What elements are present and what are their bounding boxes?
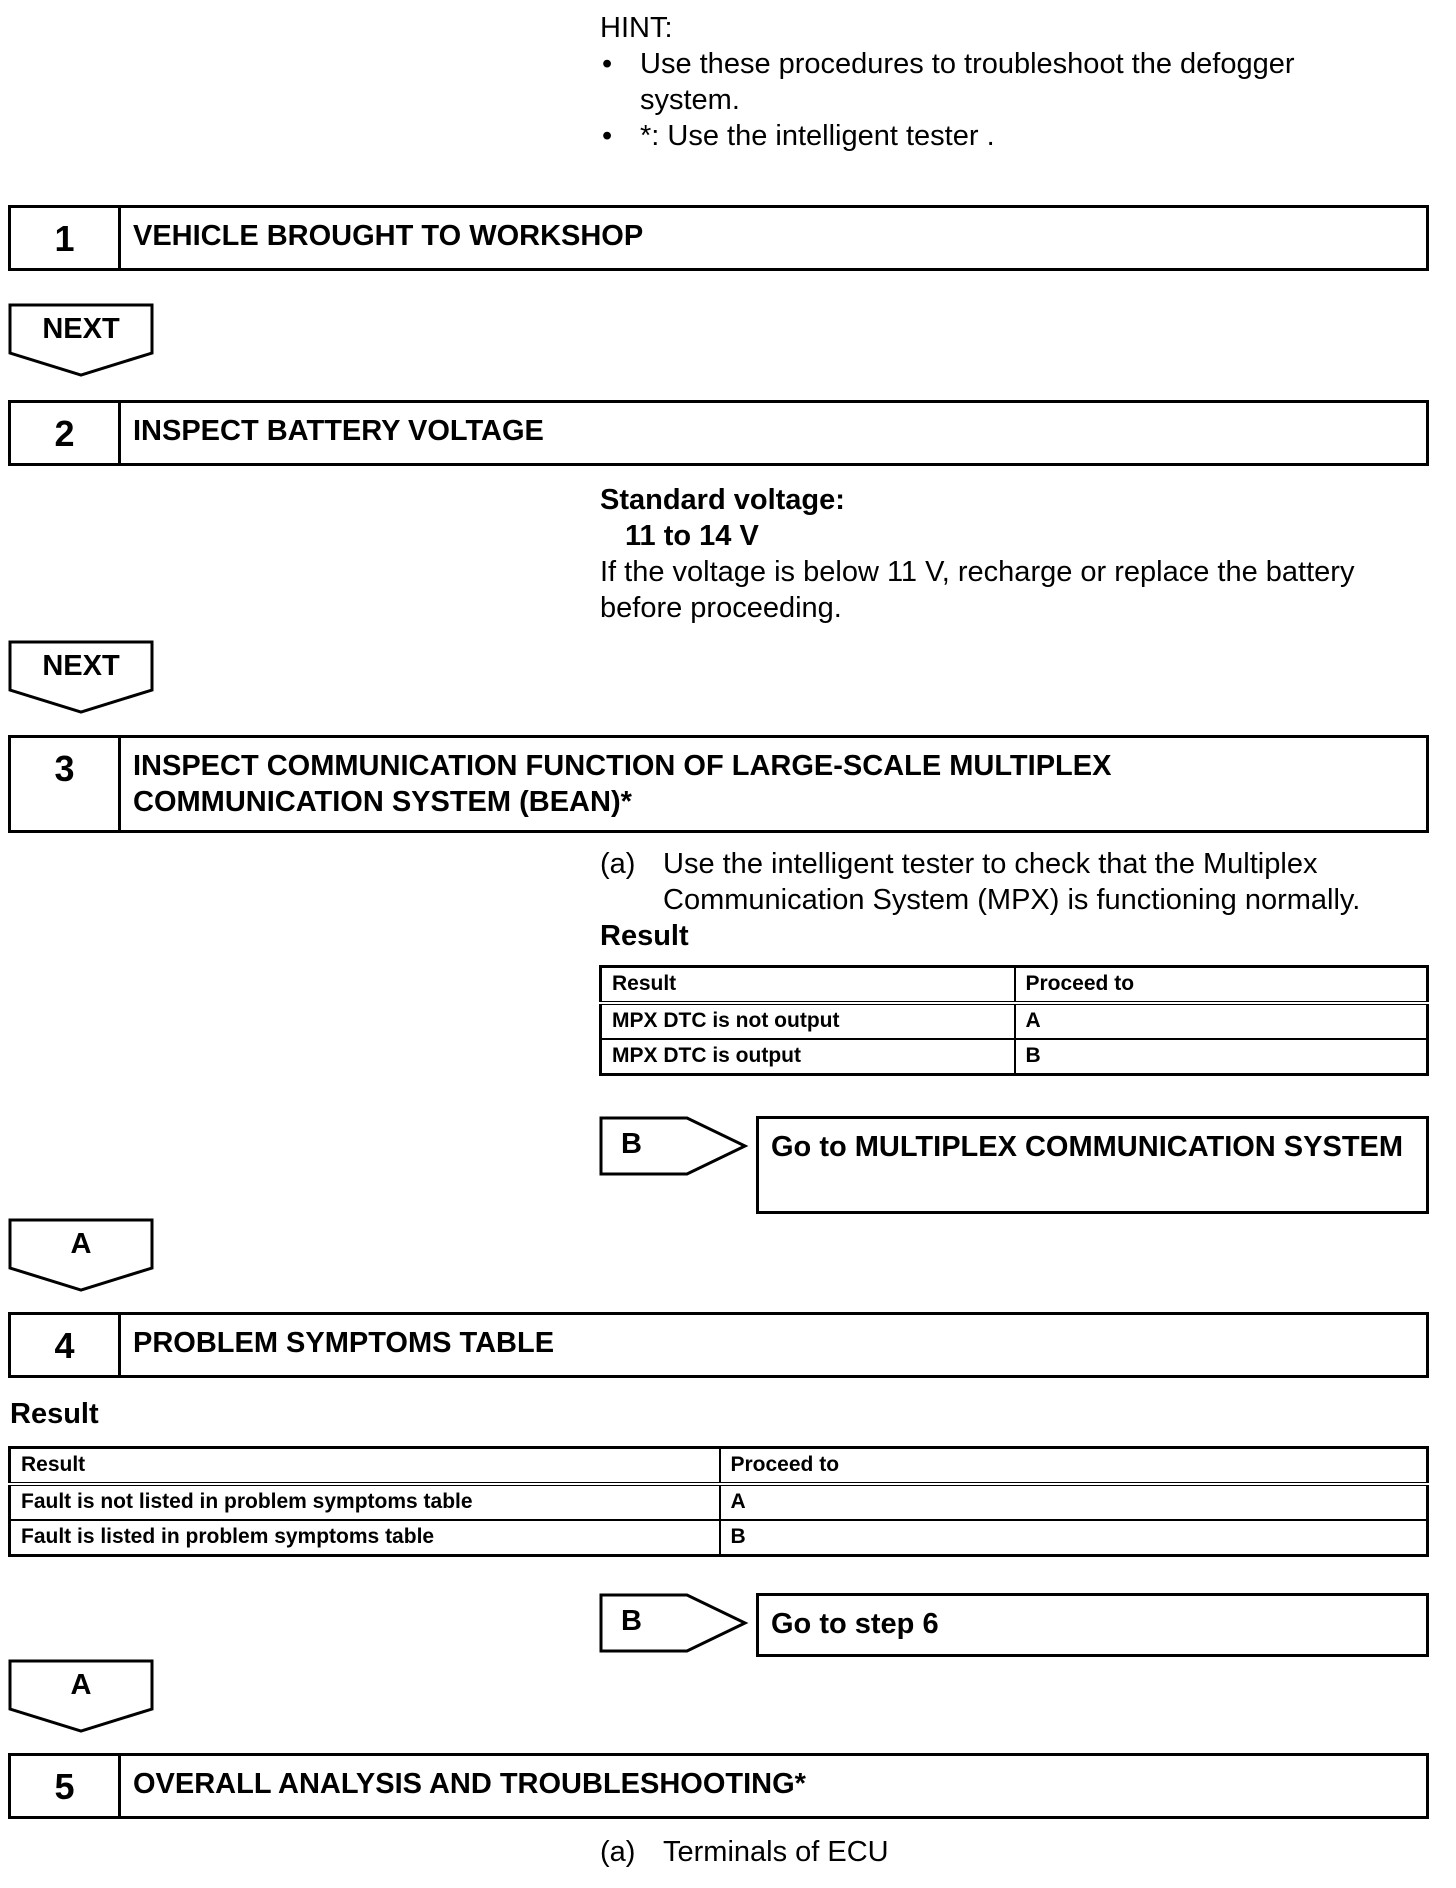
step-title: INSPECT BATTERY VOLTAGE (133, 415, 544, 447)
table-cell: Fault is not listed in problem symptoms table (10, 1484, 720, 1520)
table-row (601, 1003, 1428, 1039)
hint-item: • Use these procedures to troubleshoot the defogger system. (600, 46, 1380, 118)
a-arrow-4 (8, 1659, 154, 1735)
table-row (601, 1039, 1428, 1075)
table-row (10, 1520, 1428, 1556)
step-3-header (8, 735, 1429, 833)
next-label: NEXT (42, 313, 120, 345)
table-cell: Fault is listed in problem symptoms table (10, 1520, 720, 1556)
step-2-header (8, 400, 1429, 466)
next-arrow-2 (8, 640, 154, 716)
table-cell: A (720, 1484, 1428, 1520)
standard-voltage-label: Standard voltage: (600, 484, 845, 516)
step-number: 4 (11, 1315, 121, 1375)
step-1-header (8, 205, 1429, 271)
branch-target: Go to MULTIPLEX COMMUNICATION SYSTEM (756, 1116, 1429, 1214)
step-title: INSPECT COMMUNICATION FUNCTION OF LARGE-SCALE MULTIPLEX COMMUNICATION SYSTEM (BEAN)* (133, 750, 1112, 818)
table-cell: MPX DTC is not output (601, 1003, 1015, 1039)
table-cell: MPX DTC is output (601, 1039, 1015, 1075)
step-4-branch-b (599, 1593, 1429, 1657)
next-arrow-1 (8, 303, 154, 379)
branch-label: B (621, 1605, 642, 1637)
step-3-branch-b (599, 1116, 1429, 1214)
step-4-header (8, 1312, 1429, 1378)
table-cell: B (720, 1520, 1428, 1556)
hint-item: • *: Use the intelligent tester . (600, 118, 1380, 154)
table-cell: B (1015, 1039, 1428, 1075)
step-number: 3 (11, 738, 121, 830)
step-4-result-heading: Result (10, 1398, 99, 1430)
step-3-instruction: Use the intelligent tester to check that the Multiplex Communication System (MPX) is functioning normally. (663, 848, 1361, 916)
step-5-marker: (a) (600, 1836, 636, 1868)
step-number: 1 (11, 208, 121, 268)
table-header-row (10, 1448, 1428, 1484)
battery-note: If the voltage is below 11 V, recharge or replace the battery before proceeding. (600, 556, 1355, 624)
hint-label: HINT: (600, 12, 673, 44)
a-arrow-3 (8, 1218, 154, 1294)
step-5-header (8, 1753, 1429, 1819)
a-label: A (70, 1228, 92, 1260)
a-label: A (70, 1669, 92, 1701)
standard-voltage-value: 11 to 14 V (625, 520, 759, 552)
branch-target: Go to step 6 (756, 1593, 1429, 1657)
step-4-result-table (8, 1446, 1429, 1557)
step-3-result-table (599, 965, 1429, 1076)
step-5-instruction: Terminals of ECU (663, 1836, 889, 1868)
table-cell: A (1015, 1003, 1428, 1039)
table-header-cell: Proceed to (1015, 967, 1428, 1003)
step-3-result-heading: Result (600, 920, 689, 952)
next-label: NEXT (42, 650, 120, 682)
table-row (10, 1484, 1428, 1520)
hint-list (600, 46, 1380, 154)
step-title: VEHICLE BROUGHT TO WORKSHOP (133, 220, 644, 252)
step-number: 2 (11, 403, 121, 463)
step-3-marker: (a) (600, 848, 636, 880)
table-header-cell: Proceed to (720, 1448, 1428, 1484)
step-title: PROBLEM SYMPTOMS TABLE (133, 1327, 555, 1359)
table-header-row (601, 967, 1428, 1003)
table-header-cell: Result (601, 967, 1015, 1003)
step-number: 5 (11, 1756, 121, 1816)
step-title: OVERALL ANALYSIS AND TROUBLESHOOTING* (133, 1768, 806, 1800)
table-header-cell: Result (10, 1448, 720, 1484)
branch-label: B (621, 1128, 642, 1160)
